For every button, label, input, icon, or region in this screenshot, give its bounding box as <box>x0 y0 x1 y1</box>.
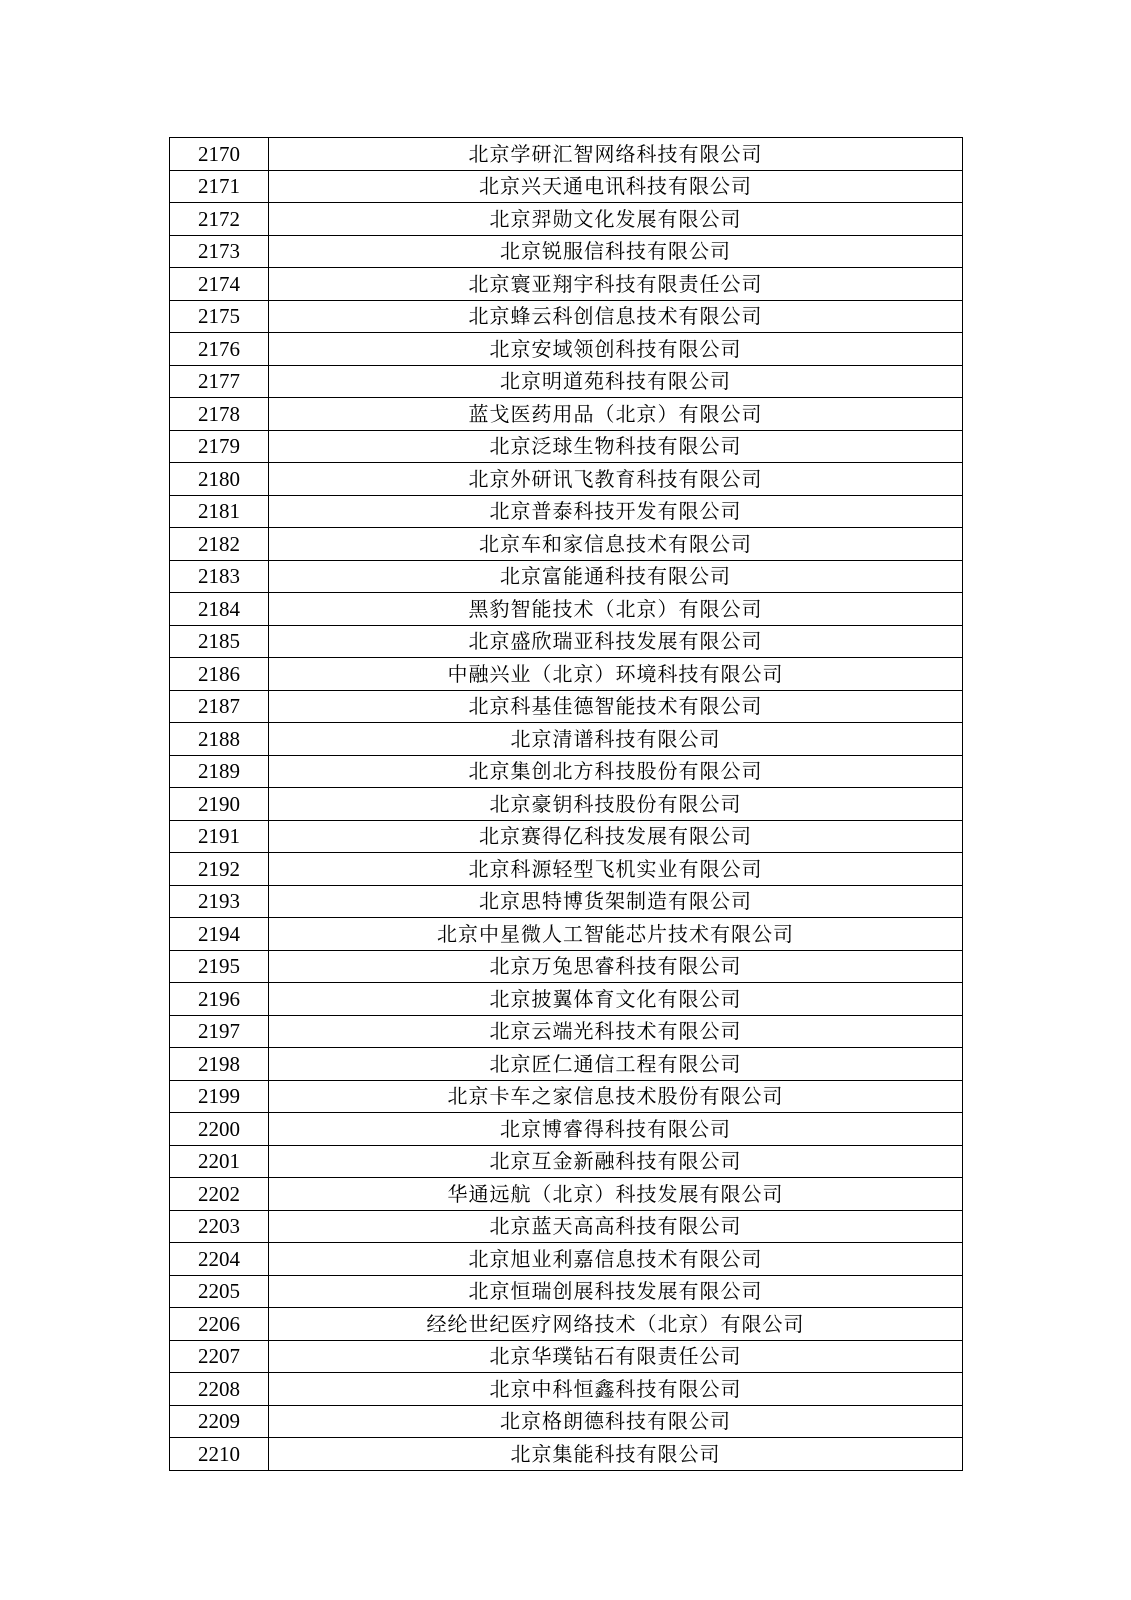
table-row <box>170 463 963 496</box>
table-row <box>170 1145 963 1178</box>
table-row <box>170 235 963 268</box>
table-row <box>170 1243 963 1276</box>
row-number: 2192 <box>170 853 269 886</box>
company-name: 北京集创北方科技股份有限公司 <box>269 755 963 788</box>
company-name: 北京盛欣瑞亚科技发展有限公司 <box>269 625 963 658</box>
company-name: 北京蓝天高高科技有限公司 <box>269 1210 963 1243</box>
company-name: 北京羿勋文化发展有限公司 <box>269 203 963 236</box>
row-number: 2206 <box>170 1308 269 1341</box>
company-name: 北京华璞钻石有限责任公司 <box>269 1340 963 1373</box>
table-body <box>170 138 963 1471</box>
row-number: 2176 <box>170 333 269 366</box>
company-name: 北京锐服信科技有限公司 <box>269 235 963 268</box>
table-row <box>170 268 963 301</box>
row-number: 2179 <box>170 430 269 463</box>
row-number: 2188 <box>170 723 269 756</box>
table-row <box>170 430 963 463</box>
row-number: 2197 <box>170 1015 269 1048</box>
table-row <box>170 593 963 626</box>
row-number: 2175 <box>170 300 269 333</box>
company-name: 北京科基佳德智能技术有限公司 <box>269 690 963 723</box>
row-number: 2208 <box>170 1373 269 1406</box>
row-number: 2180 <box>170 463 269 496</box>
table-row <box>170 495 963 528</box>
company-name: 北京互金新融科技有限公司 <box>269 1145 963 1178</box>
row-number: 2178 <box>170 398 269 431</box>
table-row <box>170 333 963 366</box>
company-name: 北京匠仁通信工程有限公司 <box>269 1048 963 1081</box>
table-row <box>170 950 963 983</box>
table-row <box>170 300 963 333</box>
row-number: 2174 <box>170 268 269 301</box>
company-name: 北京集能科技有限公司 <box>269 1438 963 1471</box>
company-name: 北京博睿得科技有限公司 <box>269 1113 963 1146</box>
row-number: 2173 <box>170 235 269 268</box>
row-number: 2195 <box>170 950 269 983</box>
company-name: 北京中星微人工智能芯片技术有限公司 <box>269 918 963 951</box>
company-name: 北京兴天通电讯科技有限公司 <box>269 170 963 203</box>
table-row <box>170 885 963 918</box>
company-table <box>169 137 963 1471</box>
row-number: 2198 <box>170 1048 269 1081</box>
company-name: 黑豹智能技术（北京）有限公司 <box>269 593 963 626</box>
company-name: 北京泛球生物科技有限公司 <box>269 430 963 463</box>
table-row <box>170 625 963 658</box>
table-row <box>170 1373 963 1406</box>
table-row <box>170 1048 963 1081</box>
table-row <box>170 788 963 821</box>
company-name: 北京披翼体育文化有限公司 <box>269 983 963 1016</box>
company-name: 北京明道苑科技有限公司 <box>269 365 963 398</box>
row-number: 2196 <box>170 983 269 1016</box>
table-row <box>170 1015 963 1048</box>
company-name: 北京豪钥科技股份有限公司 <box>269 788 963 821</box>
row-number: 2210 <box>170 1438 269 1471</box>
row-number: 2181 <box>170 495 269 528</box>
row-number: 2205 <box>170 1275 269 1308</box>
row-number: 2187 <box>170 690 269 723</box>
row-number: 2184 <box>170 593 269 626</box>
row-number: 2172 <box>170 203 269 236</box>
company-name: 蓝戈医药用品（北京）有限公司 <box>269 398 963 431</box>
row-number: 2183 <box>170 560 269 593</box>
table-row <box>170 1405 963 1438</box>
table-row <box>170 690 963 723</box>
table-row <box>170 658 963 691</box>
table-row <box>170 203 963 236</box>
table-row <box>170 560 963 593</box>
company-name: 华通远航（北京）科技发展有限公司 <box>269 1178 963 1211</box>
company-name: 北京清谱科技有限公司 <box>269 723 963 756</box>
company-name: 北京卡车之家信息技术股份有限公司 <box>269 1080 963 1113</box>
company-name: 北京中科恒鑫科技有限公司 <box>269 1373 963 1406</box>
row-number: 2202 <box>170 1178 269 1211</box>
row-number: 2200 <box>170 1113 269 1146</box>
company-name: 北京安域领创科技有限公司 <box>269 333 963 366</box>
table-row <box>170 528 963 561</box>
row-number: 2204 <box>170 1243 269 1276</box>
table-row <box>170 398 963 431</box>
company-name: 北京赛得亿科技发展有限公司 <box>269 820 963 853</box>
table-row <box>170 1438 963 1471</box>
table-row <box>170 138 963 171</box>
row-number: 2177 <box>170 365 269 398</box>
table-row <box>170 1340 963 1373</box>
table-row <box>170 365 963 398</box>
table-row <box>170 723 963 756</box>
table-row <box>170 1275 963 1308</box>
company-name: 北京寰亚翔宇科技有限责任公司 <box>269 268 963 301</box>
row-number: 2191 <box>170 820 269 853</box>
company-name: 北京云端光科技术有限公司 <box>269 1015 963 1048</box>
company-name: 北京格朗德科技有限公司 <box>269 1405 963 1438</box>
row-number: 2194 <box>170 918 269 951</box>
table-row <box>170 170 963 203</box>
table-row <box>170 918 963 951</box>
row-number: 2209 <box>170 1405 269 1438</box>
table-row <box>170 983 963 1016</box>
table-row <box>170 1178 963 1211</box>
row-number: 2170 <box>170 138 269 171</box>
row-number: 2193 <box>170 885 269 918</box>
company-name: 北京思特博货架制造有限公司 <box>269 885 963 918</box>
row-number: 2189 <box>170 755 269 788</box>
row-number: 2182 <box>170 528 269 561</box>
row-number: 2185 <box>170 625 269 658</box>
table-row <box>170 1113 963 1146</box>
company-name: 北京车和家信息技术有限公司 <box>269 528 963 561</box>
table-row <box>170 1210 963 1243</box>
row-number: 2203 <box>170 1210 269 1243</box>
row-number: 2207 <box>170 1340 269 1373</box>
table-row <box>170 1080 963 1113</box>
company-name: 北京科源轻型飞机实业有限公司 <box>269 853 963 886</box>
company-name: 经纶世纪医疗网络技术（北京）有限公司 <box>269 1308 963 1341</box>
row-number: 2171 <box>170 170 269 203</box>
company-name: 北京恒瑞创展科技发展有限公司 <box>269 1275 963 1308</box>
row-number: 2201 <box>170 1145 269 1178</box>
company-name: 北京万兔思睿科技有限公司 <box>269 950 963 983</box>
table-row <box>170 853 963 886</box>
company-name: 北京富能通科技有限公司 <box>269 560 963 593</box>
table-row <box>170 1308 963 1341</box>
company-name: 北京普泰科技开发有限公司 <box>269 495 963 528</box>
company-name: 北京学研汇智网络科技有限公司 <box>269 138 963 171</box>
company-name: 北京旭业利嘉信息技术有限公司 <box>269 1243 963 1276</box>
company-name: 北京蜂云科创信息技术有限公司 <box>269 300 963 333</box>
row-number: 2186 <box>170 658 269 691</box>
row-number: 2199 <box>170 1080 269 1113</box>
table-row <box>170 820 963 853</box>
company-name: 中融兴业（北京）环境科技有限公司 <box>269 658 963 691</box>
company-name: 北京外研讯飞教育科技有限公司 <box>269 463 963 496</box>
table-row <box>170 755 963 788</box>
row-number: 2190 <box>170 788 269 821</box>
